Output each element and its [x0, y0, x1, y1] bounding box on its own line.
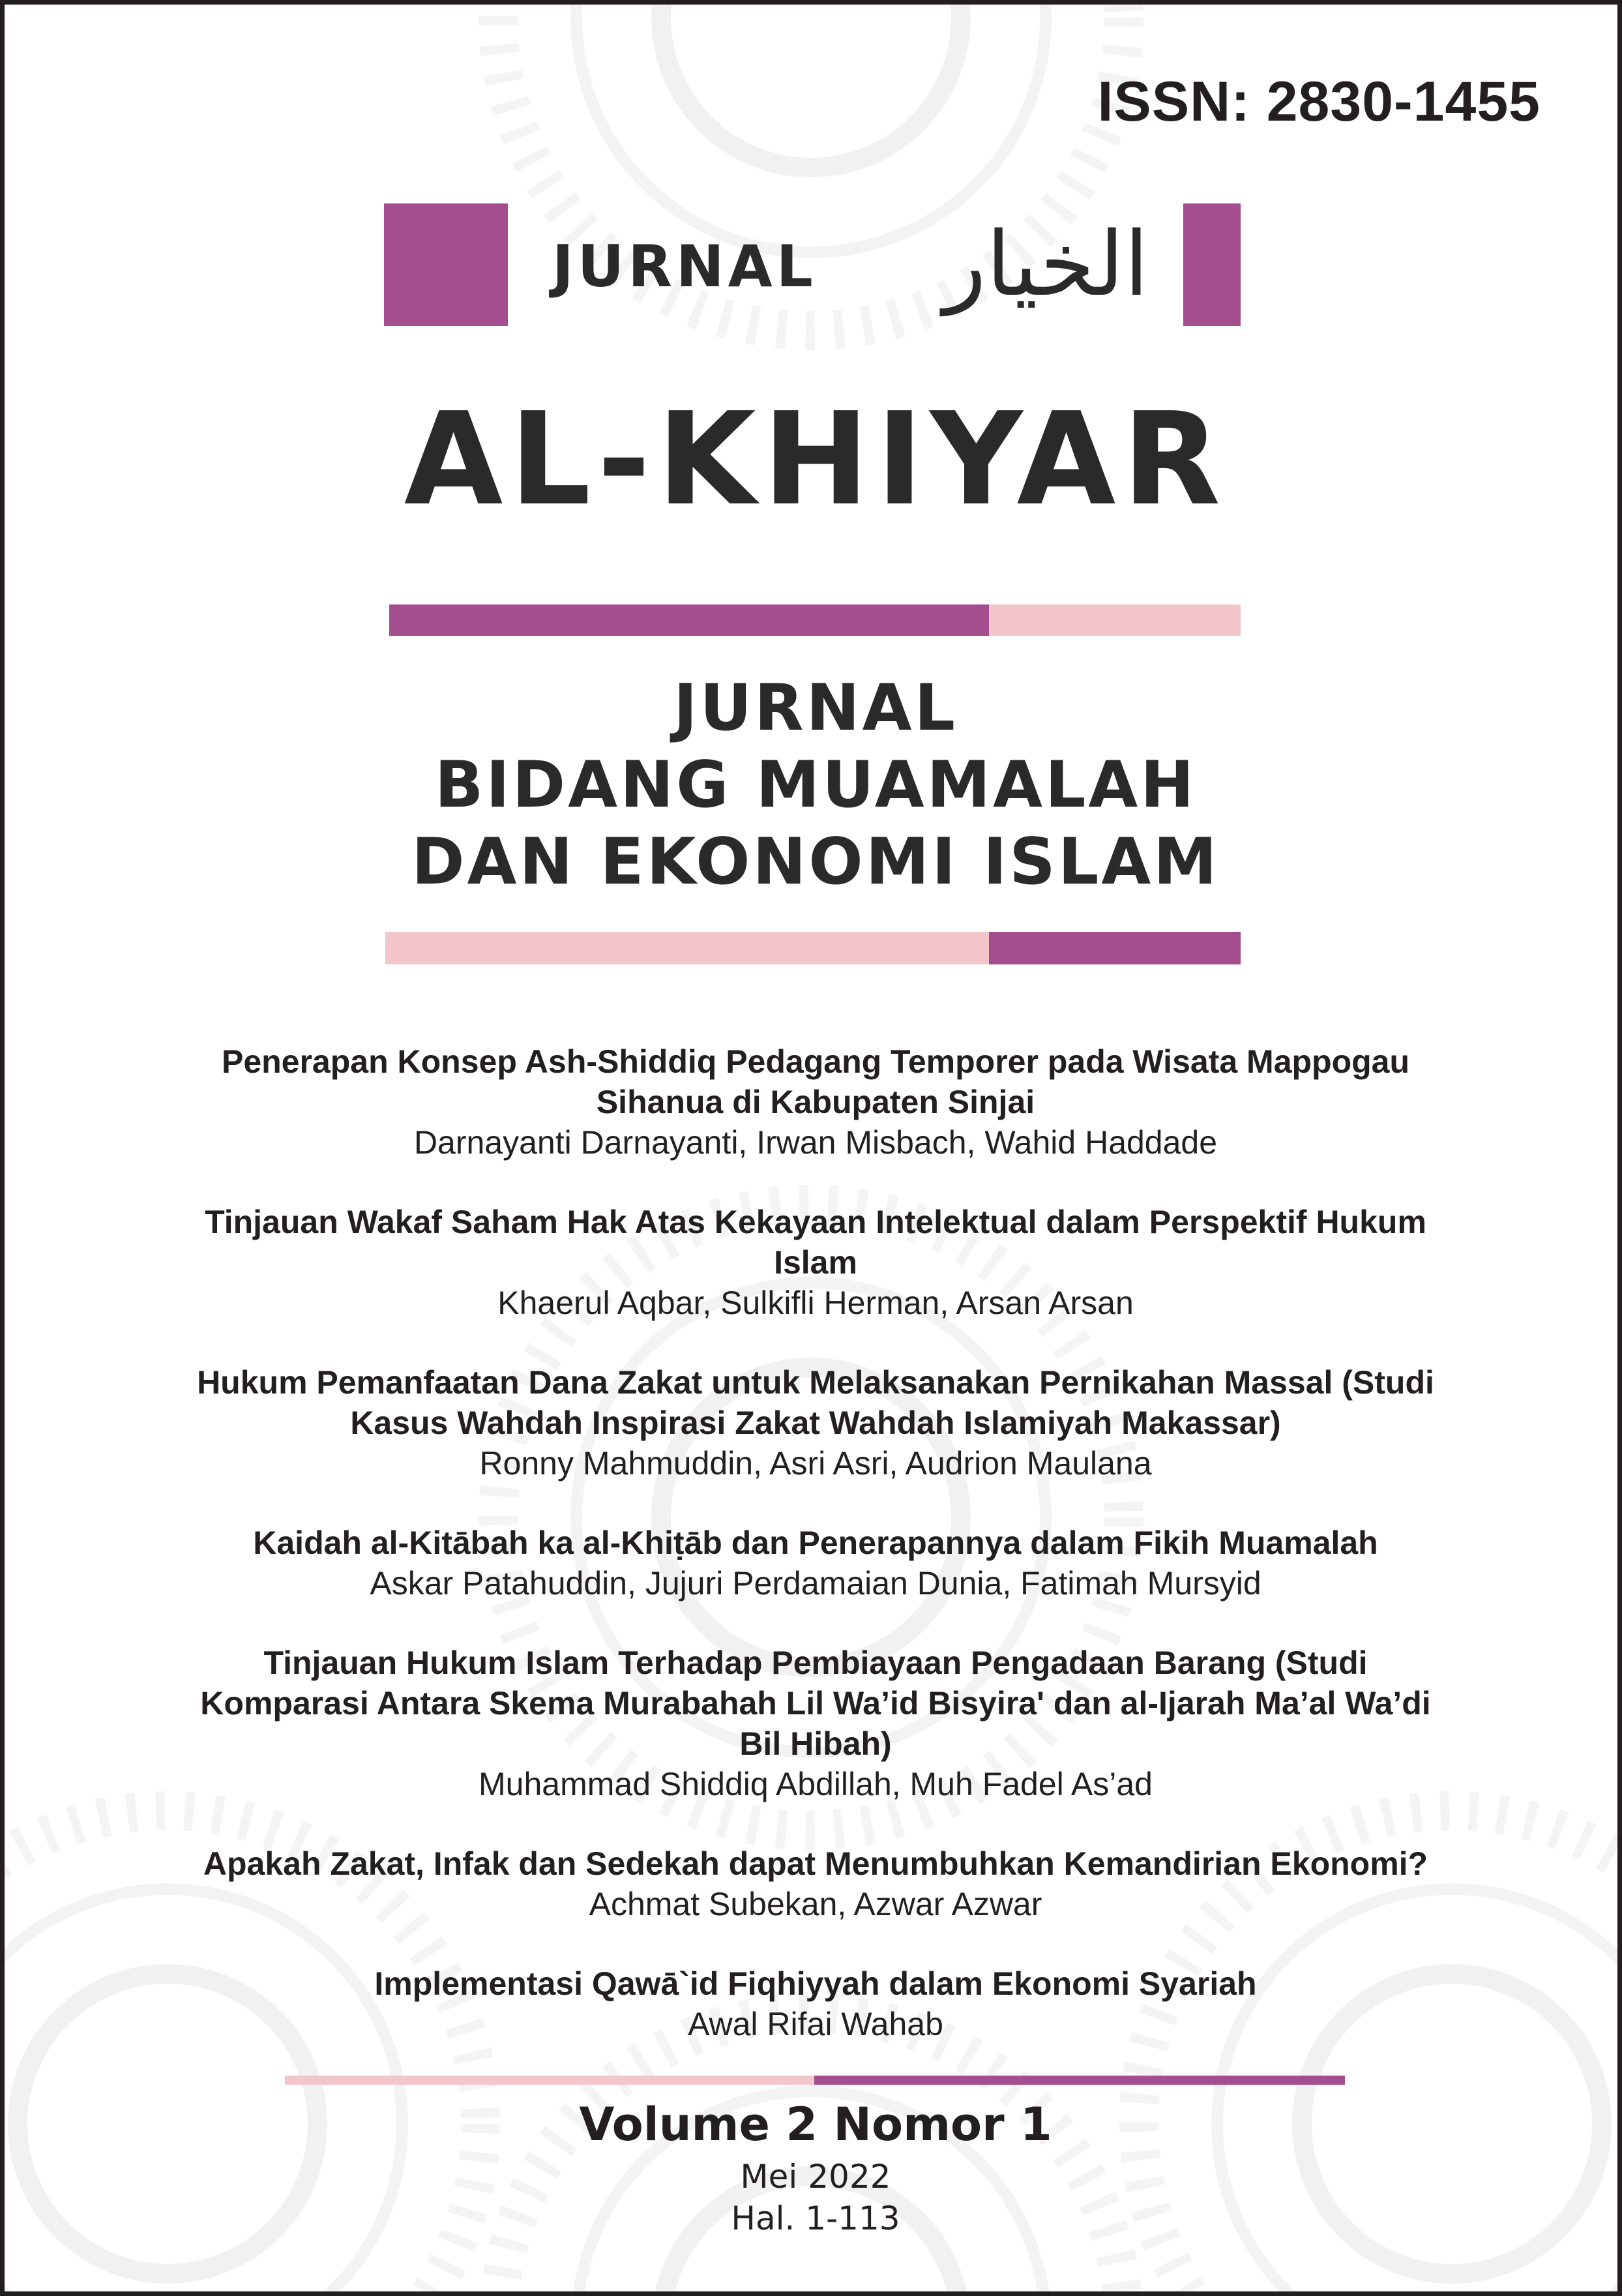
- article-title: [122, 1362, 1509, 1443]
- divider-bar-top-light: [989, 604, 1241, 636]
- subtitle-line: JURNAL: [673, 671, 958, 745]
- list-item: [122, 1843, 1509, 1924]
- journal-title: AL-KHIYAR: [404, 385, 1228, 534]
- divider-bar-bottom-light: [285, 2076, 814, 2085]
- subtitle-line: BIDANG MUAMALAH: [434, 748, 1197, 822]
- list-item: [122, 1202, 1509, 1323]
- article-title-line: Kaidah al-Kitābah ka al-Khiṭāb dan Penerapannya dalam Fikih Muamalah: [253, 1525, 1378, 1561]
- logo-square-right: [1183, 203, 1241, 326]
- journal-subtitle: [5, 670, 1622, 901]
- publication-date: Mei 2022: [740, 2158, 891, 2196]
- article-authors: Darnayanti Darnayanti, Irwan Misbach, Wahid Haddade: [413, 1124, 1218, 1161]
- article-title: [122, 1041, 1509, 1122]
- article-title-line: Kasus Wahdah Inspirasi Zakat Wahdah Islamiyah Makassar): [350, 1405, 1281, 1441]
- divider-bar-mid-dark: [989, 932, 1241, 964]
- article-title-line: Islam: [774, 1244, 857, 1281]
- article-title-line: Komparasi Antara Skema Murabahah Lil Wa’id Bisyira' dan al-Ijarah Ma’al Wa’di: [200, 1685, 1431, 1722]
- article-title-line: Hukum Pemanfaatan Dana Zakat untuk Melaksanakan Pernikahan Massal (Studi: [197, 1364, 1434, 1401]
- article-title-line: Implementasi Qawā`id Fiqhiyyah dalam Ekonomi Syariah: [374, 1965, 1257, 2002]
- article-title-line: Sihanua di Kabupaten Sinjai: [596, 1084, 1035, 1120]
- list-item: [122, 1041, 1509, 1163]
- divider-bar-mid-light: [385, 932, 989, 964]
- list-item: [122, 1643, 1509, 1804]
- volume-number: Volume 2 Nomor 1: [579, 2098, 1052, 2151]
- logo-square-left: [384, 203, 508, 326]
- subtitle-line: DAN EKONOMI ISLAM: [411, 825, 1220, 899]
- article-title: [122, 1202, 1509, 1283]
- article-authors: Askar Patahuddin, Jujuri Perdamaian Dunia, Fatimah Mursyid: [370, 1565, 1261, 1602]
- article-title-line: Tinjauan Hukum Islam Terhadap Pembiayaan Pengadaan Barang (Studi: [263, 1645, 1368, 1681]
- article-title-line: Tinjauan Wakaf Saham Hak Atas Kekayaan Intelektual dalam Perspektif Hukum: [205, 1204, 1426, 1240]
- list-item: [122, 1523, 1509, 1603]
- arabic-title: الخيار: [943, 213, 1149, 316]
- article-title: [122, 1643, 1509, 1764]
- article-title-line: Apakah Zakat, Infak dan Sedekah dapat Menumbuhkan Kemandirian Ekonomi?: [203, 1845, 1428, 1882]
- article-list: [122, 1041, 1509, 2083]
- article-authors: Ronny Mahmuddin, Asri Asri, Audrion Maulana: [479, 1445, 1152, 1482]
- article-authors: Awal Rifai Wahab: [688, 2006, 943, 2042]
- page-range: Hal. 1-113: [731, 2199, 900, 2237]
- article-authors: Achmat Subekan, Azwar Azwar: [589, 1886, 1042, 1922]
- article-title: [122, 1843, 1509, 1884]
- list-item: [122, 1362, 1509, 1483]
- jurnal-label: JURNAL: [552, 233, 817, 300]
- article-title: [122, 1523, 1509, 1563]
- divider-bar-top-dark: [389, 604, 989, 636]
- article-title-line: Penerapan Konsep Ash-Shiddiq Pedagang Temporer pada Wisata Mappogau: [221, 1043, 1410, 1080]
- list-item: [122, 1963, 1509, 2044]
- divider-bar-bottom-dark: [814, 2076, 1345, 2085]
- issn-number: ISSN: 2830-1455: [1097, 70, 1541, 133]
- article-title: [122, 1963, 1509, 2004]
- article-authors: Muhammad Shiddiq Abdillah, Muh Fadel As’ad: [479, 1766, 1153, 1802]
- article-title-line: Bil Hibah): [739, 1725, 892, 1762]
- article-authors: Khaerul Aqbar, Sulkifli Herman, Arsan Arsan: [497, 1285, 1134, 1321]
